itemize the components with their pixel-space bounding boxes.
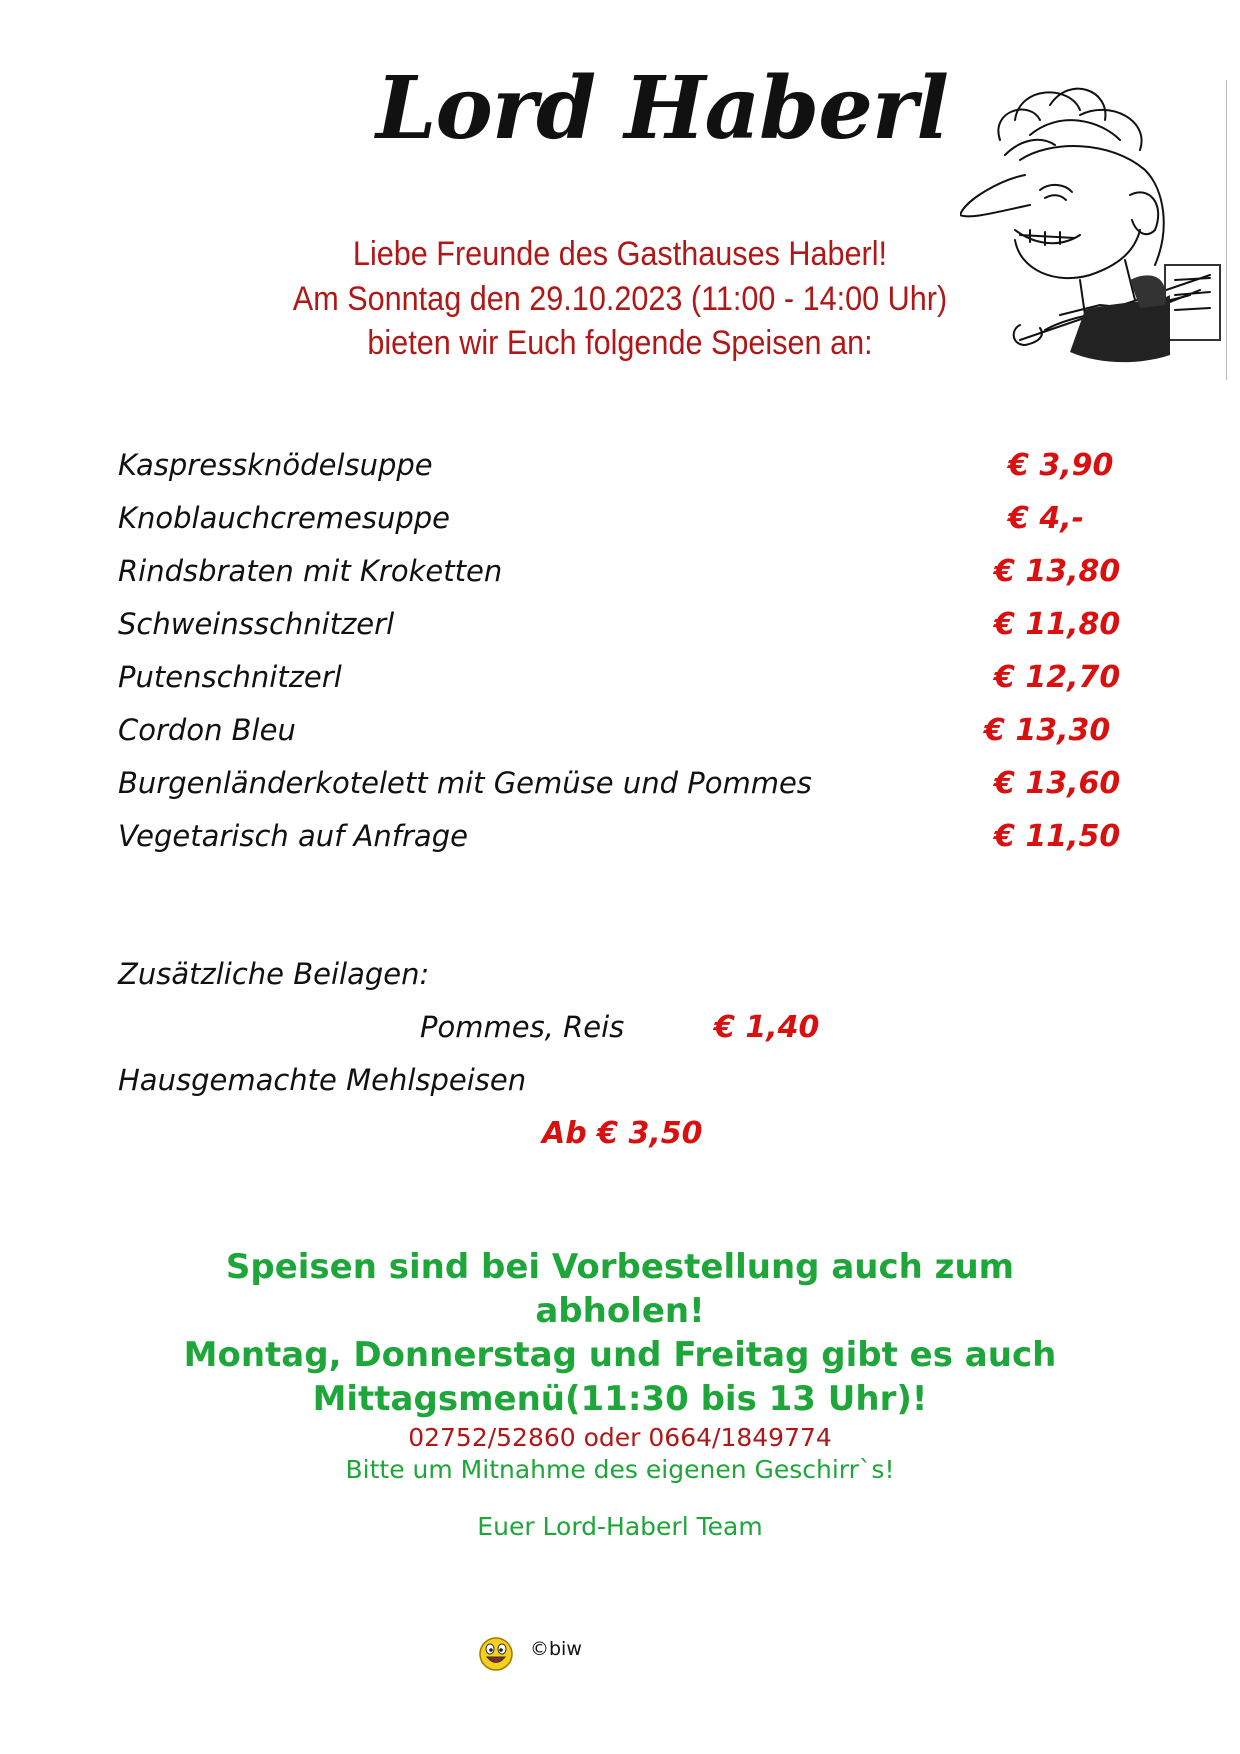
menu-item-name: Kaspressknödelsuppe [118,448,433,482]
phone-numbers: 02752/52860 oder 0664/1849774 [408,1423,832,1452]
sides-label: Pommes, Reis [420,1010,625,1044]
menu-item-name: Cordon Bleu [118,713,296,747]
menu-item-price: € 3,90 [1008,448,1114,483]
menu-item-price: € 11,80 [994,607,1121,642]
desserts-label: Hausgemachte Mehlspeisen [118,1063,527,1097]
pickup-line-2: abholen! [535,1291,705,1331]
pickup-line-1: Speisen sind bei Vorbestellung auch zum [225,1247,1015,1287]
desserts-price: Ab € 3,50 [542,1116,703,1151]
smiley-icon [478,1636,514,1672]
copyright: ©biw [530,1638,582,1660]
menu-item-price: € 11,50 [994,819,1121,854]
menu-item-name: Rindsbraten mit Kroketten [118,554,503,588]
signature: Euer Lord-Haberl Team [477,1512,763,1541]
greeting-line-3: bieten wir Euch folgende Speisen an: [367,324,873,362]
greeting-line-1: Liebe Freunde des Gasthauses Haberl! [352,235,888,273]
menu-item-name: Vegetarisch auf Anfrage [118,819,468,853]
menu-item-name: Knoblauchcremesuppe [118,501,451,535]
menu-item-price: € 13,80 [994,554,1121,589]
sides-price: € 1,40 [714,1010,820,1045]
menu-item-price: € 13,30 [984,713,1111,748]
menu-item-name: Putenschnitzerl [118,660,342,694]
menu-item-price: € 4,- [1008,501,1085,536]
menu-item-price: € 12,70 [994,660,1121,695]
greeting-line-2: Am Sonntag den 29.10.2023 (11:00 - 14:00 Uhr) [292,280,948,318]
lunch-line-1: Montag, Donnerstag und Freitag gibt es auch [183,1335,1057,1375]
extras-heading: Zusätzliche Beilagen: [118,957,430,991]
menu-item-name: Burgenländerkotelett mit Gemüse und Pommes [118,766,812,800]
dishes-note: Bitte um Mitnahme des eigenen Geschirr`s! [345,1455,895,1484]
menu-item-name: Schweinsschnitzerl [118,607,395,641]
menu-item-price: € 13,60 [994,766,1121,801]
lunch-line-2: Mittagsmenü(11:30 bis 13 Uhr)! [312,1379,928,1419]
page-title: Lord Haberl [375,58,949,159]
